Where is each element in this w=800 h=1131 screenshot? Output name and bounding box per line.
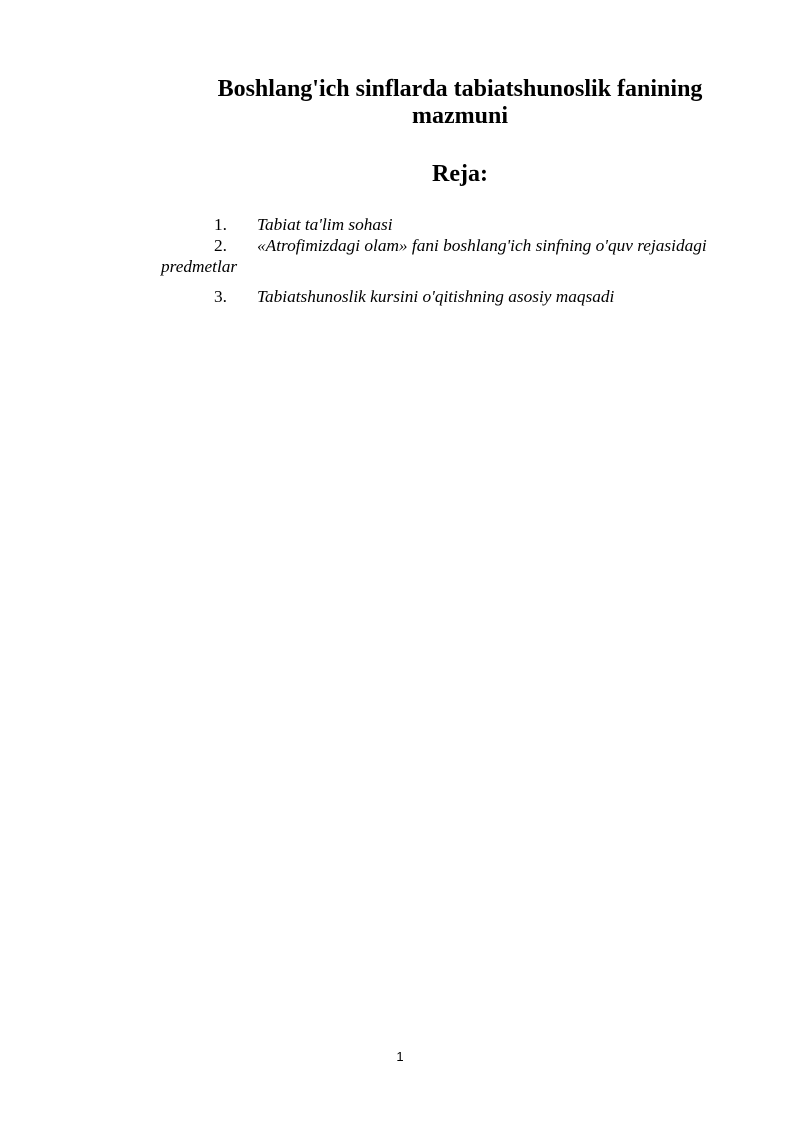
plan-item [161, 235, 761, 277]
plan-list [161, 214, 761, 307]
plan-item [161, 286, 761, 307]
title-line-2: mazmuni [412, 103, 508, 129]
plan-item-text: Tabiat ta'lim sohasi [257, 215, 393, 234]
plan-item-number: 3. [214, 287, 227, 306]
plan-item-text: Tabiatshunoslik kursini o'qitishning asosiy maqsadi [257, 287, 615, 306]
plan-item [161, 214, 761, 235]
plan-item-number: 1. [214, 215, 227, 234]
plan-item-number: 2. [214, 236, 227, 255]
plan-item-text: «Atrofimizdagi olam» fani boshlang'ich sinfning o'quv rejasidagi predmetlar [161, 236, 707, 276]
plan-heading: Reja: [432, 161, 488, 187]
title-line-1: Boshlang'ich sinflarda tabiatshunoslik fanining [217, 76, 703, 102]
document-title [150, 76, 770, 130]
page-number: 1 [396, 1049, 404, 1064]
